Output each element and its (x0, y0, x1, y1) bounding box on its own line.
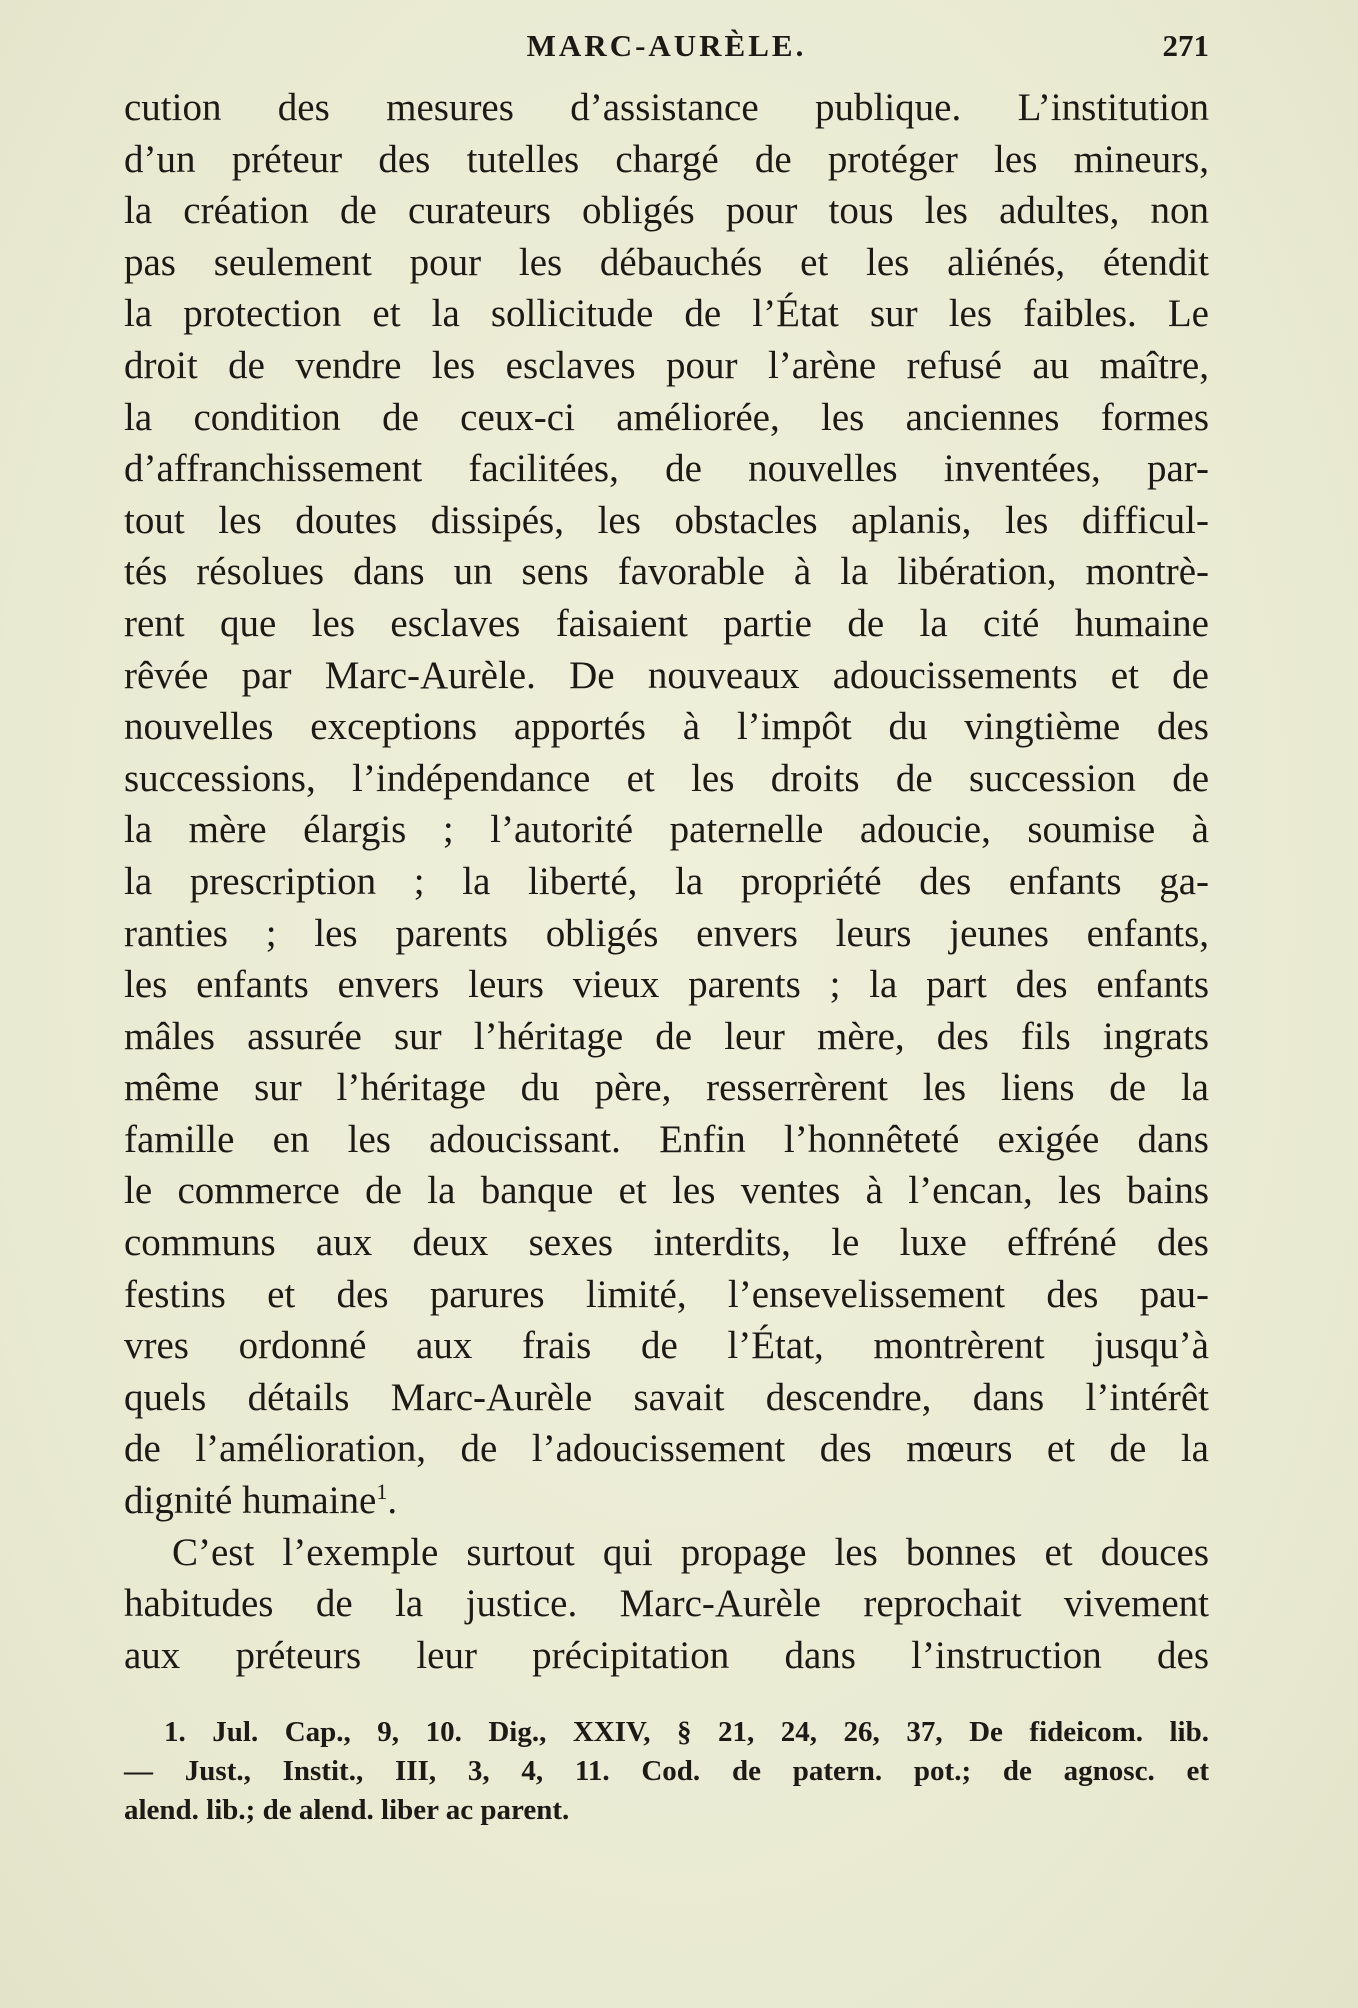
text-line: famille en les adoucissant. Enfin l’honnêteté exigée dans (124, 1117, 1209, 1161)
text-line: les enfants envers leurs vieux parents ; la part des enfants (124, 963, 1209, 1007)
footnotes (124, 1713, 1209, 1830)
page-number: 271 (1162, 28, 1209, 63)
text-line: le commerce de la banque et les ventes à l’encan, les bains (124, 1169, 1209, 1213)
running-title: MARC-AURÈLE. (526, 28, 807, 63)
paragraph-1 (124, 82, 1209, 1527)
text-line: rent que les esclaves faisaient partie de la cité humaine (124, 601, 1209, 645)
text-line: quels détails Marc-Aurèle savait descendre, dans l’intérêt (124, 1375, 1209, 1419)
text-line: droit de vendre les esclaves pour l’arène refusé au maître, (124, 343, 1209, 387)
text-line: mâles assurée sur l’héritage de leur mère, des fils ingrats (124, 1014, 1209, 1058)
footnote-ref[interactable]: 1 (376, 1479, 388, 1505)
text-line-last (124, 1475, 1209, 1527)
text-line: même sur l’héritage du père, resserrèrent les liens de la (124, 1066, 1209, 1110)
text-line: successions, l’indépendance et les droits de succession de (124, 756, 1209, 800)
text-line: d’un préteur des tutelles chargé de protéger les mineurs, (124, 137, 1209, 181)
footnote-line: — Just., Instit., III, 3, 4, 11. Cod. de patern. pot.; de agnosc. et (124, 1755, 1209, 1787)
text-line: la mère élargis ; l’autorité paternelle adoucie, soumise à (124, 808, 1209, 852)
text-line: la prescription ; la liberté, la propriété des enfants ga- (124, 859, 1209, 903)
text-line: cution des mesures d’assistance publique. L’institution (124, 86, 1209, 129)
end-punctuation: . (387, 1479, 398, 1523)
body-text (124, 82, 1209, 1681)
line-text: dignité humaine (124, 1479, 377, 1523)
running-head (124, 28, 1209, 68)
footnote-line: 1. Jul. Cap., 9, 10. Dig., XXIV, § 21, 24, 26, 37, De fideicom. lib. (164, 1716, 1209, 1748)
text-line: habitudes de la justice. Marc-Aurèle reprochait vivement (124, 1582, 1209, 1626)
text-line: la condition de ceux-ci améliorée, les anciennes formes (124, 395, 1209, 439)
text-line: tout les doutes dissipés, les obstacles aplanis, les difficul- (124, 498, 1209, 542)
text-line: d’affranchissement facilitées, de nouvelles inventées, par- (124, 447, 1209, 491)
text-line: communs aux deux sexes interdits, le luxe effréné des (124, 1221, 1209, 1265)
footnote-line: alend. lib.; de alend. liber ac parent. (124, 1794, 570, 1826)
text-line: de l’amélioration, de l’adoucissement des mœurs et de la (124, 1427, 1209, 1471)
text-line: vres ordonné aux frais de l’État, montrèrent jusqu’à (124, 1324, 1209, 1368)
text-line: festins et des parures limité, l’ensevelissement des pau- (124, 1272, 1209, 1316)
text-line: pas seulement pour les débauchés et les aliénés, étendit (124, 240, 1209, 284)
text-line: nouvelles exceptions apportés à l’impôt du vingtième des (124, 705, 1209, 749)
text-line: ranties ; les parents obligés envers leurs jeunes enfants, (124, 911, 1209, 955)
text-line: la création de curateurs obligés pour tous les adultes, non (124, 189, 1209, 233)
text-line: C’est l’exemple surtout qui propage les bonnes et douces (172, 1530, 1209, 1574)
text-line: la protection et la sollicitude de l’État sur les faibles. Le (124, 292, 1209, 336)
paragraph-2 (124, 1527, 1209, 1682)
text-line: tés résolues dans un sens favorable à la libération, montrè- (124, 550, 1209, 594)
text-line: aux préteurs leur précipitation dans l’instruction des (124, 1633, 1209, 1677)
text-line: rêvée par Marc-Aurèle. De nouveaux adoucissements et de (124, 653, 1209, 697)
